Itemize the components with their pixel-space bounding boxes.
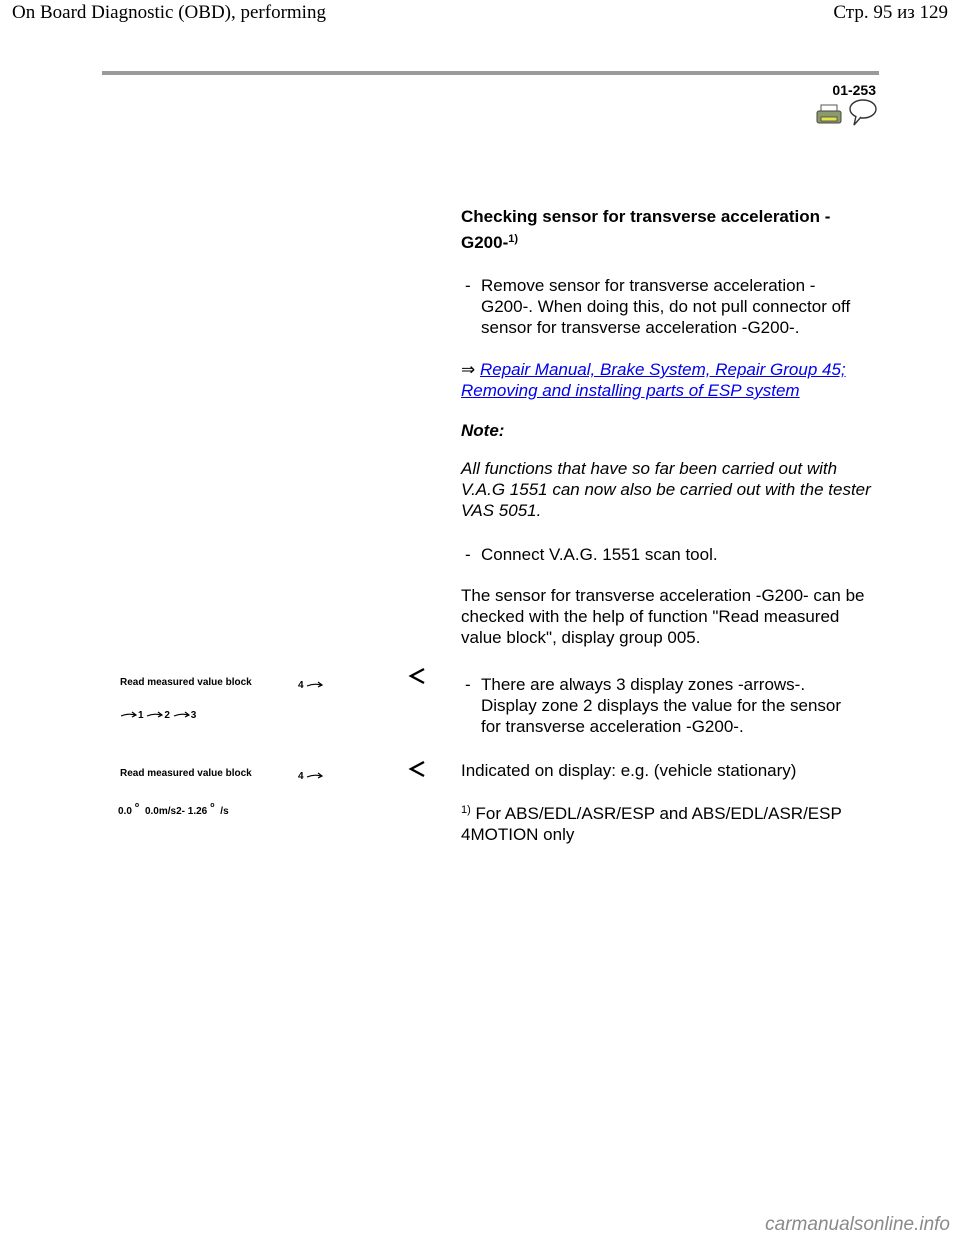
value-right: /s bbox=[220, 806, 229, 817]
watermark: carmanualsonline.info bbox=[765, 1214, 950, 1235]
page-counter: Стр. 95 из 129 bbox=[833, 2, 948, 23]
page-code: 01-253 bbox=[832, 82, 876, 98]
display2-label: Read measured value block bbox=[120, 768, 252, 779]
printer-icon[interactable] bbox=[816, 104, 842, 126]
repair-manual-link[interactable]: Repair Manual, Brake System, Repair Group 45; Removing and installing parts of ESP system bbox=[461, 360, 846, 400]
right-arrow-icon bbox=[146, 711, 164, 719]
note-body: All functions that have so far been carried out with V.A.G 1551 can now also be carried out with the tester VAS 5051. bbox=[461, 459, 871, 520]
right-arrow-icon bbox=[306, 772, 324, 780]
title-footnote-mark: 1) bbox=[508, 233, 519, 245]
zone-1: 1 bbox=[138, 710, 144, 721]
display-indication: Indicated on display: e.g. (vehicle stationary) bbox=[461, 761, 797, 780]
note-heading: Note: bbox=[461, 421, 505, 440]
display1-zones bbox=[120, 710, 196, 721]
comment-bubble-icon[interactable] bbox=[847, 98, 879, 128]
value-left: 0.0 bbox=[118, 806, 132, 817]
display1-label: Read measured value block bbox=[120, 677, 252, 688]
pointer-chevron-icon bbox=[408, 667, 426, 685]
section-title: Checking sensor for transverse acceleration -G200-$^{1)}$ bbox=[461, 207, 831, 252]
right-arrow-icon bbox=[173, 711, 191, 719]
pointer-chevron-icon bbox=[408, 760, 426, 778]
display2-values: 0.0$^o$ 0.0m/s2- 1.26$^o$ /s bbox=[118, 802, 229, 817]
reference-link-block bbox=[461, 359, 871, 401]
display2-group: 4 bbox=[298, 771, 324, 782]
right-arrow-icon: ⇒ bbox=[461, 360, 476, 379]
zone-3: 3 bbox=[190, 710, 197, 721]
right-arrow-icon bbox=[120, 711, 138, 719]
step-remove-sensor: - Remove sensor for transverse acceleration -G200-. When doing this, do not pull connector off sensor for transverse acceleration -G200-. bbox=[465, 276, 851, 337]
display1-group: 4 bbox=[298, 680, 324, 691]
value-middle: 0.0m/s2- 1.26 bbox=[144, 806, 208, 817]
header-title: On Board Diagnostic (OBD), performing bbox=[12, 2, 326, 23]
footnote: $^{1)}$ For ABS/EDL/ASR/ESP and ABS/EDL/ASR/ESP 4MOTION only bbox=[461, 804, 842, 844]
right-arrow-icon bbox=[306, 681, 324, 689]
step-display-zones: - There are always 3 display zones -arrows-. Display zone 2 displays the value for the sensor for transverse acceleration -G200-. bbox=[465, 675, 842, 736]
step-connect-tool: - Connect V.A.G. 1551 scan tool. bbox=[465, 545, 718, 564]
header-rule bbox=[102, 71, 879, 75]
sensor-check-paragraph: The sensor for transverse acceleration -G200- can be checked with the help of function "Read measured value block", display group 005. bbox=[461, 586, 865, 647]
zone-2: 2 bbox=[164, 710, 170, 721]
